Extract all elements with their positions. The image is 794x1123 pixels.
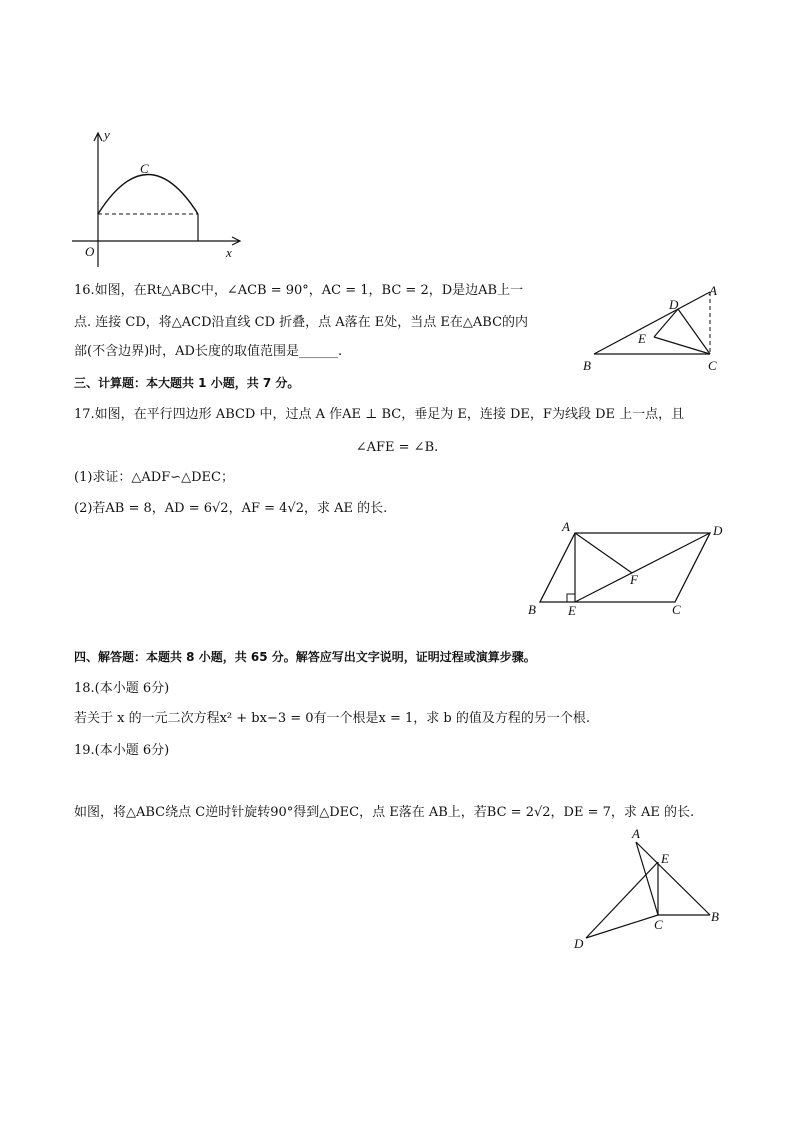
- q16-label-C: C: [708, 358, 717, 373]
- arc-curve: [98, 175, 198, 215]
- x-axis-label: x: [226, 245, 232, 260]
- q16-line2: 点. 连接 CD，将△ACD沿直线 CD 折叠，点 A落在 E处，当点 E在△ABC的内: [74, 315, 529, 330]
- peak-label: C: [140, 161, 149, 176]
- section3-heading: 三、计算题：本大题共 1 小题，共 7 分。: [74, 376, 300, 390]
- q16-line3: 部(不含边界)时，AD长度的取值范围是______.: [74, 344, 343, 359]
- graph-figure: [60, 125, 250, 270]
- section4-heading: 四、解答题：本题共 8 小题，共 65 分。解答应写出文字说明，证明过程或演算步骤。: [74, 650, 536, 664]
- q16-label-A: A: [709, 283, 717, 298]
- q17-figure: [520, 518, 730, 618]
- q16-label-D: D: [669, 297, 679, 312]
- q19-label-E: E: [661, 851, 669, 866]
- q17-part2: (2)若AB = 8，AD = 6√2，AF = 4√2，求 AE 的长.: [74, 501, 388, 516]
- q17-line1: 17.如图，在平行四边形 ABCD 中，过点 A 作AE ⊥ BC，垂足为 E，连接 DE，F为线段 DE 上一点，且: [74, 407, 685, 422]
- q19-label-A: A: [632, 826, 640, 841]
- q17-line2: ∠AFE = ∠B.: [355, 440, 439, 455]
- q17-label-D: D: [713, 523, 723, 538]
- q16-label-B: B: [583, 358, 591, 373]
- q19-title: 19.(本小题 6分): [74, 743, 170, 758]
- q19-label-C: C: [654, 917, 663, 932]
- q19-body: 如图，将△ABC绕点 C逆时针旋转90°得到△DEC，点 E落在 AB上，若BC = 2√2，DE = 7，求 AE 的长.: [74, 805, 695, 820]
- q17-label-B: B: [528, 602, 536, 617]
- q16-figure: [578, 282, 728, 377]
- q17-label-F: F: [630, 572, 638, 587]
- q16-line1: 16.如图，在Rt△ABC中，∠ACB = 90°，AC = 1，BC = 2，D是边AB上一: [74, 283, 524, 298]
- q19-figure: [570, 825, 730, 955]
- q17-label-C: C: [672, 602, 681, 617]
- y-axis-label: y: [104, 127, 110, 142]
- q17-label-A: A: [562, 519, 570, 534]
- q17-label-E: E: [568, 603, 576, 618]
- q19-label-B: B: [711, 909, 719, 924]
- origin-label: O: [85, 244, 95, 259]
- q18-body: 若关于 x 的一元二次方程x² + bx−3 = 0有一个根是x = 1，求 b 的值及方程的另一个根.: [74, 711, 591, 726]
- q19-label-D: D: [574, 936, 584, 951]
- q16-label-E: E: [638, 331, 646, 346]
- q18-title: 18.(本小题 6分): [74, 681, 170, 696]
- q17-part1: (1)求证：△ADF∽△DEC；: [74, 470, 234, 485]
